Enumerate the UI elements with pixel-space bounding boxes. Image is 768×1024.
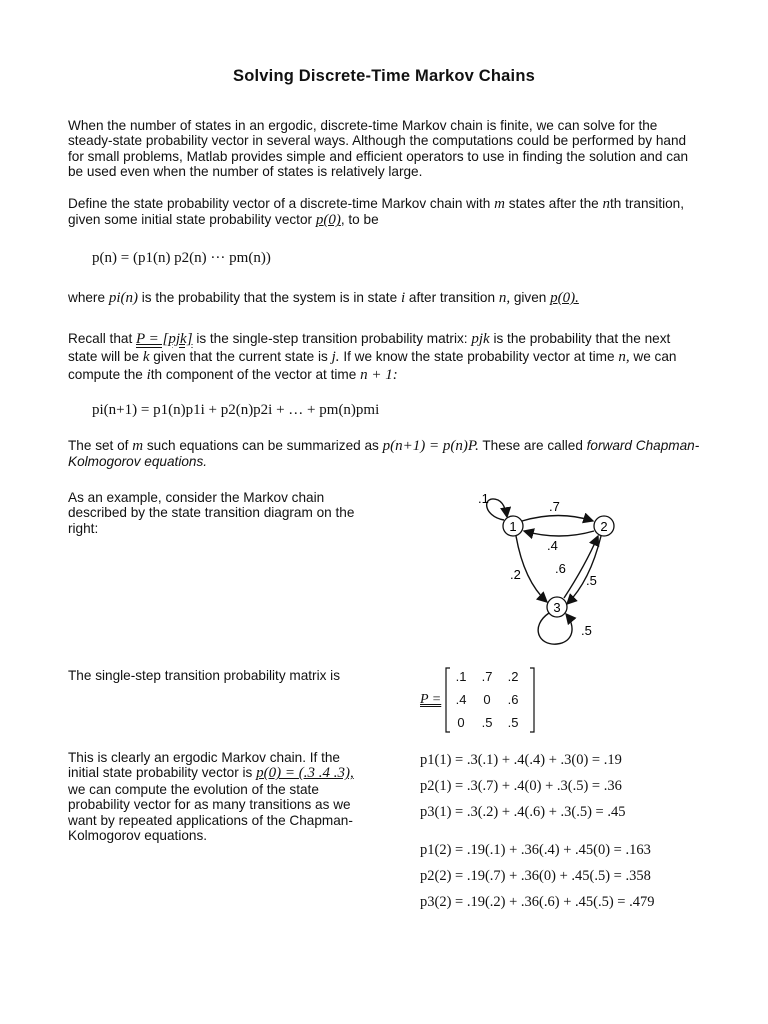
state-transition-diagram xyxy=(460,486,630,646)
math-i: i xyxy=(400,290,406,306)
calc-step1-state2: p2(1) = .3(.7) + .4(0) + .3(.5) = .36 xyxy=(420,778,622,794)
edge-label-loop-3: .5 xyxy=(581,623,592,638)
calc-step1-state3: p3(1) = .3(.2) + .4(.6) + .3(.5) = .45 xyxy=(420,804,626,820)
recall-text-c: is the probability that the next state will be xyxy=(68,331,671,364)
example-paragraph: As an example, consider the Markov chain described by the state transition diagram on the right: xyxy=(68,490,355,536)
define-text-b: states after the xyxy=(508,196,599,211)
where-text-a: where xyxy=(68,290,106,305)
calc-step2-state2: p2(2) = .19(.7) + .36(0) + .45(.5) = .358 xyxy=(420,868,651,884)
page-title: Solving Discrete-Time Markov Chains xyxy=(233,67,535,85)
math-n-plus-1: n + 1: xyxy=(360,367,398,383)
matrix-cell: 0 xyxy=(483,692,491,707)
state-label-3: 3 xyxy=(553,600,561,615)
equation-state-vector: p(n) = (p1(n) p2(n) ··· pm(n)) xyxy=(92,250,271,266)
recall-paragraph xyxy=(68,330,700,384)
math-p0: p(0) xyxy=(315,212,341,229)
ergodic-paragraph xyxy=(68,750,368,843)
math-pi-n: pi(n) xyxy=(108,290,138,306)
summary-text-c: These are called xyxy=(482,438,583,453)
math-forward-eq: p(n+1) = p(n)P. xyxy=(382,438,479,454)
summary-emphasis: forward Chapman-Kolmogorov equations. xyxy=(68,438,700,470)
math-j: j. xyxy=(331,349,340,365)
define-text-a: Define the state probability vector of a discrete-time Markov chain with xyxy=(68,196,491,211)
edge-1-to-2 xyxy=(522,516,593,522)
matrix-cell: 0 xyxy=(457,715,465,730)
matrix-cell: .6 xyxy=(507,692,519,707)
where-text-d: given xyxy=(513,290,547,305)
math-p0-period: p(0). xyxy=(550,290,579,306)
where-paragraph xyxy=(68,290,700,306)
equation-component: pi(n+1) = p1(n)p1i + p2(n)p2i + … + pm(n)pmi xyxy=(92,402,380,418)
matrix-cell: .1 xyxy=(455,669,467,684)
matrix-label: P = xyxy=(420,692,442,707)
edge-label-3-2: .5 xyxy=(586,573,597,588)
math-m-eq: m xyxy=(132,438,144,454)
math-m: m xyxy=(494,196,505,212)
recall-text-e: If we know the state probability vector at time xyxy=(343,349,615,364)
matrix-cell: .5 xyxy=(507,715,519,730)
summary-text-a: The set of xyxy=(68,438,129,453)
calc-step1-state1: p1(1) = .3(.1) + .4(.4) + .3(0) = .19 xyxy=(420,752,622,768)
recall-text-d: given that the current state is xyxy=(153,349,328,364)
define-text-d: , to be xyxy=(340,212,379,228)
where-text-c: after transition xyxy=(408,290,496,305)
state-label-1: 1 xyxy=(509,519,517,534)
summary-text-b: such equations can be summarized as xyxy=(146,438,379,453)
matrix-cell: .5 xyxy=(481,715,493,730)
define-paragraph xyxy=(68,196,700,229)
math-n: n xyxy=(602,196,610,212)
recall-text-f: we can compute the xyxy=(68,349,677,382)
recall-text-b: is the single-step transition probability matrix: xyxy=(196,331,468,346)
math-n-comma: n, xyxy=(498,290,511,306)
math-pjk: pjk xyxy=(471,331,490,347)
ergodic-text-b: we can compute the evolution of the state probability vector for as many transitions as we want by repeated applications of the Chapman-Kolmogorov equations. xyxy=(68,781,353,844)
matrix-cell: .4 xyxy=(455,692,467,707)
matrix-cell: .7 xyxy=(481,669,493,684)
math-i-comp: i xyxy=(146,367,151,383)
edge-2-to-3 xyxy=(567,536,601,604)
where-text-b: is the probability that the system is in state xyxy=(141,290,398,305)
calc-step2-state3: p3(2) = .19(.2) + .36(.6) + .45(.5) = .479 xyxy=(420,894,655,910)
edge-3-to-2 xyxy=(564,536,598,598)
edge-label-3-1: .6 xyxy=(555,561,566,576)
matrix-intro: The single-step transition probability matrix is xyxy=(68,668,340,683)
calc-step2-state1: p1(2) = .19(.1) + .36(.4) + .45(0) = .163 xyxy=(420,842,651,858)
recall-text-a: Recall that xyxy=(68,331,133,346)
math-P-def: P = [pjk] xyxy=(136,331,193,347)
edge-label-1-3: .2 xyxy=(510,567,521,582)
edge-loop-1 xyxy=(487,499,507,520)
state-label-2: 2 xyxy=(600,519,608,534)
ergodic-text-a: This is clearly an ergodic Markov chain. If the initial state probability vector is xyxy=(68,750,340,781)
define-text-c: th transition, given some initial state probability vector xyxy=(68,196,685,228)
intro-paragraph: When the number of states in an ergodic, discrete-time Markov chain is finite, we can solve for the steady-state probability vector in several ways. Although the computations could be performed by hand for small problems, Matlab provides simple and efficient operators to use in finding the solution and can be used even when the number of states is relatively large. xyxy=(68,118,689,180)
math-k: k xyxy=(142,349,150,365)
edge-label-loop-1: .1 xyxy=(478,491,489,506)
matrix-cell: .2 xyxy=(507,669,519,684)
edge-label-1-2: .7 xyxy=(549,499,560,514)
math-initial-vector: p(0) = (.3 .4 .3), xyxy=(256,765,354,782)
summary-paragraph xyxy=(68,438,708,470)
recall-text-g: th component of the vector at time xyxy=(150,367,357,382)
transition-matrix xyxy=(420,666,530,734)
edge-label-2-1: .4 xyxy=(547,538,558,553)
edge-2-to-1 xyxy=(524,531,594,536)
math-n-time: n, xyxy=(618,349,630,365)
edge-loop-3 xyxy=(538,613,572,644)
